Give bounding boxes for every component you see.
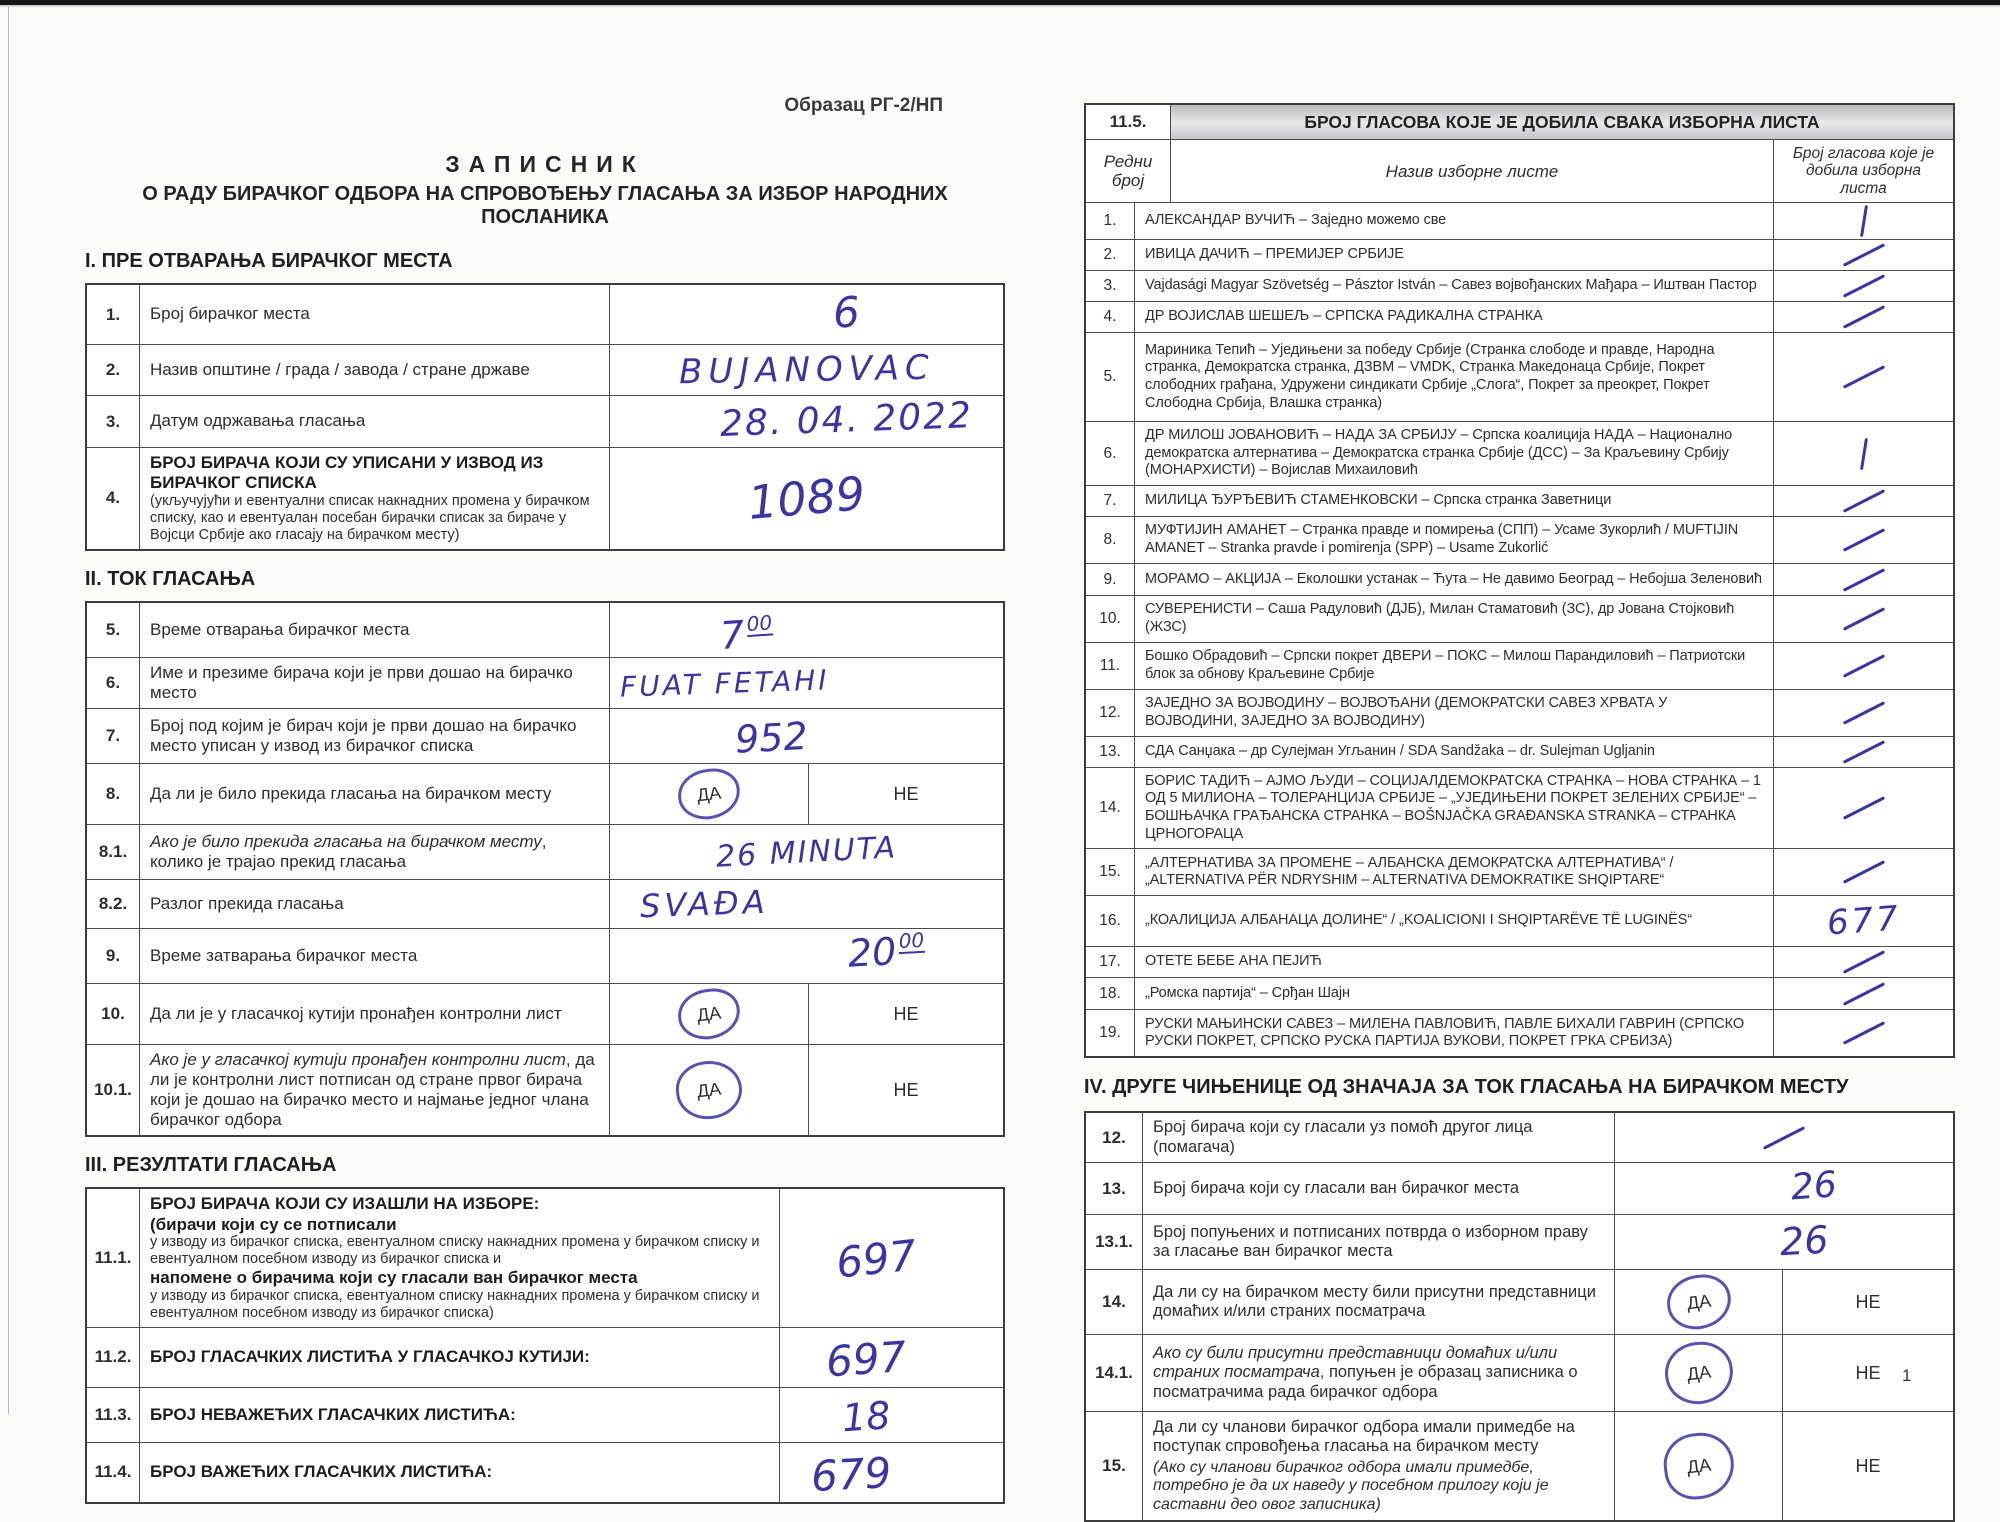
handwritten-value: 26 MINUTA [715, 829, 898, 875]
vote-mark [1774, 768, 1953, 849]
row-label: Разлог прекида гласања [139, 880, 609, 928]
ne-option: НЕ [1855, 1455, 1881, 1476]
row-number: 9. [105, 946, 121, 966]
party-row [1086, 977, 1953, 1009]
table-row [1086, 1269, 1953, 1334]
row-number: 8.1. [98, 842, 128, 862]
section-heading-4: IV. ДРУГЕ ЧИЊЕНИЦЕ ОД ЗНАЧАЈА ЗА ТОК ГЛАСАЊА НА БИРАЧКОМ МЕСТУ [1084, 1076, 1849, 1099]
da-option-circled: ДА [1661, 1338, 1736, 1408]
row-label-bold: БРОЈ БИРАЧА КОЈИ СУ УПИСАНИ У ИЗВОД ИЗ БИРАЧКОГ СПИСКА [150, 453, 544, 492]
row-number: 4. [1103, 308, 1117, 326]
section-heading-2: II. ТОК ГЛАСАЊА [85, 567, 256, 590]
party-name: БОРИС ТАДИЋ – АЈМО ЉУДИ – СОЦИЈАЛДЕМОКРАТСКА СТРАНКА – НОВА СТРАНКА – 1 ОД 5 МИЛИОНА – ТОЛЕРАНЦИЈА СРБИЈЕ – „УЈЕДИЊЕНИ ПОКРЕТ ЗЕЛЕНИХ СРБИЈЕ“ – БОШЊАЧКА ГРАЂАНСКА СТРАНКА – BOŠNJAČKA GRAĐANSKA STRANKA – СТРАНКА ЦРНОГОРАЦА [1145, 772, 1761, 842]
row-number: 13. [1102, 1178, 1126, 1198]
party-row [1086, 332, 1953, 421]
handwritten-value: FUAT FETAHI [619, 662, 831, 704]
table-row [87, 285, 1003, 344]
row-number: 7. [105, 726, 121, 746]
handwritten-value: 26 [1778, 1217, 1830, 1265]
ne-option: НЕ [893, 1003, 919, 1024]
table-row [87, 708, 1003, 763]
table-row [87, 1387, 1003, 1442]
note-text: у изводу из бирачког списка, евентуалном списку накнадних промена у бирачком списку и евентуалном посебном изводу из бирачког списка и [150, 1234, 760, 1268]
row-label-italic: Ако су били присутни представници домаћих и/или страних посматрача [1153, 1344, 1558, 1382]
row-label: Број попуњених и потписаних потврда о изборном праву за гласање ван бирачког места [1142, 1215, 1614, 1269]
vote-mark [1774, 333, 1953, 421]
party-row [1086, 946, 1953, 977]
note-text: у изводу из бирачког списка, евентуалном списку накнадних промена у бирачком списку и евентуалном посебном изводу из бирачког списка) [150, 1287, 760, 1321]
vote-mark [1774, 486, 1953, 516]
table-header-row [1086, 105, 1953, 139]
pre-opening-table [85, 283, 1005, 551]
handwritten-value: 697 [834, 1230, 920, 1289]
party-name: МУФТИЈИН АМАНЕТ – Странка правде и помирења (СПП) – Усаме Зукорлић / MUFTIJIN AMANET – Stranka pravde i pomirenja (SPP) – Usame Zukorlić [1145, 522, 1739, 557]
party-name: „КОАЛИЦИЈА АЛБАНАЦА ДОЛИНЕ“ / „KOALICIONI I SHQIPTARËVE TË LUGINËS“ [1145, 912, 1693, 929]
vote-mark [1774, 947, 1953, 977]
row-number: 8.2. [98, 894, 128, 914]
row-number: 8. [1103, 531, 1117, 549]
page-number: 1 [1902, 1366, 1912, 1385]
handwritten-value: 28. 04. 2022 [719, 395, 974, 446]
vote-mark [1774, 203, 1953, 239]
handwritten-value: 26 [1789, 1164, 1839, 1209]
table-row [87, 983, 1003, 1044]
row-number: 6. [105, 673, 121, 692]
row-number: 3. [1103, 277, 1117, 295]
left-column [85, 95, 1005, 1504]
row-number: 15. [1102, 1456, 1126, 1476]
party-name: РУСКИ МАЊИНСКИ САВЕЗ – МИЛЕНА ПАВЛОВИЋ, ПАВЛЕ БИХАЛИ ГАВРИН (СРПСКО РУСКИ ПОКРЕТ, СРПСКО РУСКА ПАРТИЈА ВУКОВИ, ПОКРЕТ ГРКА СРБИЗА) [1145, 1015, 1745, 1050]
row-label: Време отварања бирачког места [139, 603, 609, 657]
other-facts-table [1084, 1111, 1955, 1522]
party-row [1086, 421, 1953, 485]
ne-option: НЕ [893, 783, 919, 804]
vote-mark [1615, 1113, 1953, 1162]
row-label: Да ли су чланови бирачког одбора имали примедбе на поступак спровођења гласања на бирачком месту [1153, 1417, 1575, 1456]
form-subtitle: О РАДУ БИРАЧКОГ ОДБОРА НА СПРОВОЂЕЊУ ГЛАСАЊА ЗА ИЗБОР НАРОДНИХ ПОСЛАНИКА [142, 183, 948, 228]
row-number: 5. [1103, 368, 1117, 386]
row-number: 11.4. [94, 1462, 132, 1482]
row-number: 12. [1102, 1127, 1126, 1147]
row-label: Да ли су на бирачком месту били присутни представници домаћих и/или страних посматрача [1142, 1270, 1614, 1334]
row-number: 13. [1099, 742, 1121, 760]
party-row [1086, 895, 1953, 946]
party-row [1086, 202, 1953, 239]
row-number: 11.3. [94, 1404, 132, 1424]
party-row [1086, 848, 1953, 895]
party-row [1086, 239, 1953, 270]
party-votes-table [1084, 103, 1955, 1058]
party-row [1086, 563, 1953, 595]
right-column [1084, 103, 1955, 1522]
handwritten-value: 20 00 [846, 927, 925, 976]
party-row [1086, 767, 1953, 849]
table-row [87, 657, 1003, 708]
vote-mark [1774, 240, 1953, 270]
party-name: СДА Санџака – др Сулејман Угљанин / SDA Sandžaka – dr. Sulejman Ugljanin [1145, 742, 1655, 759]
party-name: МИЛИЦА ЂУРЂЕВИЋ СТАМЕНКОВСКИ – Српска странка Заветници [1145, 492, 1612, 509]
party-name: ИВИЦА ДАЧИЋ – ПРЕМИЈЕР СРБИЈЕ [1145, 246, 1404, 263]
party-name: ДР МИЛОШ ЈОВАНОВИЋ – НАДА ЗА СРБИЈУ – Српска коалиција НАДА – Национално демократска алтернатива – Демократска странка Србије (ДСС) – За Краљевину Србију (МОНАРХИСТИ) – Војислав Михаиловић [1145, 427, 1733, 479]
vote-mark [1774, 849, 1953, 895]
party-name: Мариника Тепић – Уједињени за победу Србије (Странка слободе и правде, Народна странка, Демократска странка, ДЗВМ – VMDK, Странка Македонаца Србије, Покрет слободних грађана, Удружени синдикати Србије „Слога“, Покрет за преокрет, Покрет Слободна Србија, Влашка странка) [1145, 341, 1715, 411]
party-name: ОТЕТЕ БЕБЕ АНА ПЕЈИЋ [1145, 953, 1322, 970]
vote-mark [1774, 517, 1953, 563]
handwritten-value: 18 [840, 1392, 893, 1441]
column-header-votes: Број гласова које је добила изборна листа [1773, 140, 1953, 202]
row-number: 18. [1099, 984, 1121, 1002]
vote-mark [1774, 564, 1953, 595]
row-number: 9. [1103, 570, 1117, 588]
row-label: Да ли је у гласачкој кутији пронађен контролни лист [139, 984, 609, 1044]
handwritten-value: BUJANOVAC [678, 347, 935, 393]
row-number: 17. [1099, 953, 1121, 971]
row-number: 15. [1099, 863, 1121, 881]
party-name: МОРАМО – АКЦИЈА – Еколошки устанак – Ћута – Не давимо Београд – Небојша Зеленовић [1145, 570, 1762, 587]
row-number: 1. [105, 304, 121, 324]
table-row [87, 928, 1003, 983]
row-label: Име и презиме бирача који је први дошао на бирачко место [139, 658, 609, 708]
row-number: 6. [1103, 444, 1117, 462]
row-label-italic: Ако је у гласачкој кутији пронађен контролни лист [150, 1050, 566, 1070]
form-code: Образац РГ-2/НП [784, 95, 943, 116]
table-row [87, 1442, 1003, 1502]
row-label: Број под којим је бирач који је први дошао на бирачко место уписан у извод из бирачког списка [139, 709, 609, 763]
row-number: 14.1. [1095, 1363, 1133, 1383]
row-number: 14. [1099, 798, 1121, 816]
row-label: Број бирачког места [139, 285, 609, 344]
party-row [1086, 642, 1953, 689]
row-label: , попуњен је образац записника о посматрачима рада бирачког одбора [1153, 1363, 1578, 1401]
row-number: 10.1. [94, 1080, 132, 1100]
row-number: 7. [1103, 492, 1117, 510]
table-row [87, 344, 1003, 395]
row-label: Да ли је било прекида гласања на бирачком месту [139, 764, 609, 824]
party-name: ЗАЈЕДНО ЗА ВОЈВОДИНУ – ВОЈВОЂАНИ (ДЕМОКРАТСКИ САВЕЗ ХРВАТА У ВОЈВОДИНИ, ЗАЈЕДНО ЗА ВОЈВОДИНУ) [1145, 694, 1668, 729]
party-row [1086, 301, 1953, 332]
form-title: ЗАПИСНИК [445, 151, 645, 177]
row-label-italic: Ако је било прекида гласања на бирачком месту [150, 832, 542, 851]
party-row [1086, 689, 1953, 736]
row-number: 19. [1099, 1024, 1121, 1042]
table-row [1086, 1214, 1953, 1269]
scan-edge-left [8, 7, 9, 1414]
row-number: 2. [1103, 246, 1117, 264]
row-number: 11.2. [94, 1347, 132, 1367]
row-number: 11. [1099, 656, 1121, 674]
da-option-circled: ДА [675, 765, 743, 822]
table-title: БРОЈ ГЛАСОВА КОЈЕ ЈЕ ДОБИЛА СВАКА ИЗБОРНА ЛИСТА [1170, 105, 1953, 139]
handwritten-value: 952 [734, 714, 809, 762]
row-label-bold: БРОЈ БИРАЧА КОЈИ СУ ИЗАШЛИ НА ИЗБОРЕ: [150, 1194, 540, 1214]
table-number-label: 11.5. [1109, 112, 1147, 131]
party-row [1086, 595, 1953, 641]
row-number: 1. [1103, 212, 1117, 230]
vote-mark [1774, 643, 1953, 689]
row-label: БРОЈ ВАЖЕЋИХ ГЛАСАЧКИХ ЛИСТИЋА: [139, 1443, 779, 1502]
da-option-circled: ДА [675, 985, 743, 1042]
row-number: 11.1. [94, 1247, 132, 1267]
table-row [87, 763, 1003, 824]
row-number: 16. [1099, 912, 1121, 930]
handwritten-value: 679 [810, 1447, 893, 1501]
party-row [1086, 1009, 1953, 1056]
table-row [87, 1189, 1003, 1326]
table-row [1086, 1334, 1953, 1411]
handwritten-value: 697 [824, 1331, 909, 1387]
da-option-circled: ДА [673, 1057, 746, 1123]
row-label-note: (укључујући и евентуални списак накнадних промена у бирачком списку, као и евентуалан посебан бирачки списак за бираче у Војсци Србије ако гласају на бирачком месту) [150, 493, 590, 543]
table-row [87, 1044, 1003, 1135]
voting-course-table [85, 601, 1005, 1137]
row-note-italic: (Ако су чланови бирачког одбора имали примедбе, потребно је да их наведу у посебном прилогу који је саставни део овог записника) [1153, 1458, 1549, 1514]
party-row [1086, 516, 1953, 563]
handwritten-value: SVAĐA [639, 882, 770, 926]
vote-mark [1774, 978, 1953, 1009]
party-name: „АЛТЕРНАТИВА ЗА ПРОМЕНЕ – АЛБАНСКА ДЕМОКРАТСКА АЛТЕРНАТИВА“ / „ALTERNATIVA PËR NDRYSHIM – ALTERNATIVA DEMOKRATIKE SHQIPTARE“ [1145, 854, 1674, 889]
handwritten-value: 1089 [745, 466, 868, 531]
row-number: 3. [105, 411, 121, 431]
party-name: АЛЕКСАНДАР ВУЧИЋ – Заједно можемо све [1145, 212, 1447, 229]
vote-mark [1774, 737, 1953, 767]
scan-edge-top-shadow [0, 5, 2000, 7]
row-number: 4. [105, 488, 121, 508]
vote-mark [1774, 302, 1953, 332]
ne-option: НЕ [893, 1079, 919, 1100]
party-name: Vajdasági Magyar Szövetség – Pásztor István – Савез војвођанских Мађара – Иштван Пастор [1145, 277, 1757, 294]
vote-mark [1774, 1010, 1953, 1056]
ne-option: НЕ [1855, 1291, 1881, 1312]
results-table [85, 1187, 1005, 1503]
row-number: 8. [105, 784, 121, 804]
handwritten-value: 677 [1825, 898, 1902, 944]
table-subheader-row [1086, 139, 1953, 202]
row-number: 12. [1099, 703, 1121, 721]
party-name: Бошко Обрадовић – Српски покрет ДВЕРИ – ПОКС – Милош Парандиловић – Патриотски блок за обнову Краљевине Србије [1145, 647, 1746, 682]
vote-mark [1774, 422, 1953, 485]
vote-mark [1774, 271, 1953, 301]
row-number: 2. [105, 360, 121, 379]
table-row [1086, 1162, 1953, 1214]
da-option-circled: ДА [1663, 1272, 1733, 1333]
row-label: Број бирача који су гласали уз помоћ другог лица (помагача) [1142, 1113, 1614, 1162]
row-number: 5. [105, 619, 121, 639]
table-row [87, 824, 1003, 879]
row-number: 14. [1102, 1292, 1126, 1312]
handwritten-value: 7 00 [718, 610, 774, 658]
row-label: Назив општине / града / завода / стране државе [139, 345, 609, 395]
row-label: , колико је трајао прекид гласања [150, 832, 547, 872]
row-number: 13.1. [1095, 1232, 1133, 1252]
table-row [1086, 1113, 1953, 1162]
section-heading-3: III. РЕЗУЛТАТИ ГЛАСАЊА [85, 1154, 337, 1177]
row-label: Време затварања бирачког места [139, 929, 609, 983]
vote-mark [1774, 596, 1953, 641]
table-row [87, 603, 1003, 657]
table-row [87, 447, 1003, 549]
party-name: „Ромска партија“ – Срђан Шајн [1145, 984, 1350, 1001]
row-number: 10. [1099, 609, 1121, 627]
note-bold: напомене о бирачима који су гласали ван бирачког места [150, 1268, 638, 1288]
vote-mark [1774, 690, 1953, 736]
table-row [87, 395, 1003, 447]
party-row [1086, 270, 1953, 301]
row-label: БРОЈ ГЛАСАЧКИХ ЛИСТИЋА У ГЛАСАЧКОЈ КУТИЈИ: [139, 1328, 779, 1387]
table-row [87, 879, 1003, 928]
column-header-number: Редни број [1103, 152, 1153, 191]
party-row [1086, 485, 1953, 516]
column-header-name: Назив изборне листе [1170, 140, 1773, 202]
row-label: БРОЈ НЕВАЖЕЋИХ ГЛАСАЧКИХ ЛИСТИЋА: [139, 1388, 779, 1442]
row-number: 10. [101, 1004, 125, 1024]
note-bold: (бирачи који су се потписали [150, 1214, 397, 1234]
da-option-circled: ДА [1660, 1429, 1738, 1503]
table-row [87, 1327, 1003, 1387]
ne-option: НЕ [1855, 1362, 1881, 1383]
handwritten-value: 6 [831, 287, 862, 338]
row-label: Датум одржавања гласања [139, 396, 609, 447]
section-heading-1: I. ПРЕ ОТВАРАЊА БИРАЧКОГ МЕСТА [85, 250, 453, 272]
party-row [1086, 736, 1953, 767]
party-name: ДР ВОЈИСЛАВ ШЕШЕЉ – СРПСКА РАДИКАЛНА СТРАНКА [1145, 308, 1543, 325]
row-label: , да ли је контролни лист потписан од стране првог бирача који је дошао на бирачко место и најмање једног члана бирачког одбора [150, 1050, 595, 1130]
table-row [1086, 1411, 1953, 1520]
party-name: СУВЕРЕНИСТИ – Саша Радуловић (ДЈБ), Милан Стаматовић (ЗС), др Јована Стојковић (ЖЗС) [1145, 601, 1735, 635]
row-label: Број бирача који су гласали ван бирачког места [1142, 1163, 1614, 1214]
